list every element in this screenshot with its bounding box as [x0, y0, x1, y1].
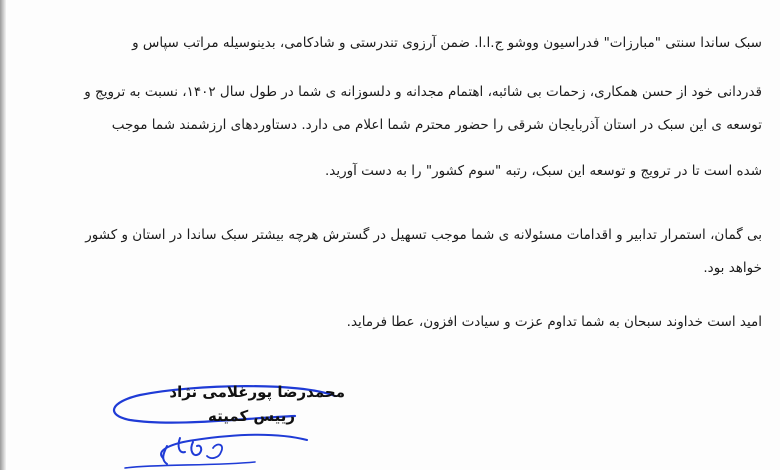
signature-block [85, 380, 345, 470]
paragraph-1-line-3: توسعه ی این سبک در استان آذربایجان شرقی را حضور محترم شما اعلام می دارد. دستاوردهای ارزشمند شما موجب [111, 117, 762, 133]
paragraph-1-line-1: سبک ساندا سنتی "مبارزات" فدراسیون ووشو ج.ا.ا. ضمن آرزوی تندرستی و شادکامی، بدینوسیله مراتب سپاس و [132, 35, 762, 51]
signer-name: محمدرضا پورغلامی نژاد [169, 383, 345, 401]
paragraph-1-line-4: شده است تا در ترویج و توسعه این سبک، رتبه "سوم کشور" را به دست آورید. [324, 163, 762, 179]
paragraph-1-line-2: قدردانی خود از حسن همکاری، زحمات بی شائبه، اهتمام مجدانه و دلسوزانه ی شما در طول سال ۱۴۰۲، نسبت به ترویج و [84, 84, 762, 100]
paragraph-2-line-1: بی گمان، استمرار تدابیر و اقدامات مسئولانه ی شما موجب تسهیل در گسترش هرچه بیشتر سبک ساندا در استان و کشور [85, 227, 762, 243]
paragraph-2-line-2: خواهد بود. [703, 260, 762, 276]
signer-title: رییس کمیته [208, 407, 295, 425]
paragraph-3-line-1: امید است خداوند سبحان به شما تداوم عزت و سیادت افزون، عطا فرماید. [346, 314, 762, 330]
